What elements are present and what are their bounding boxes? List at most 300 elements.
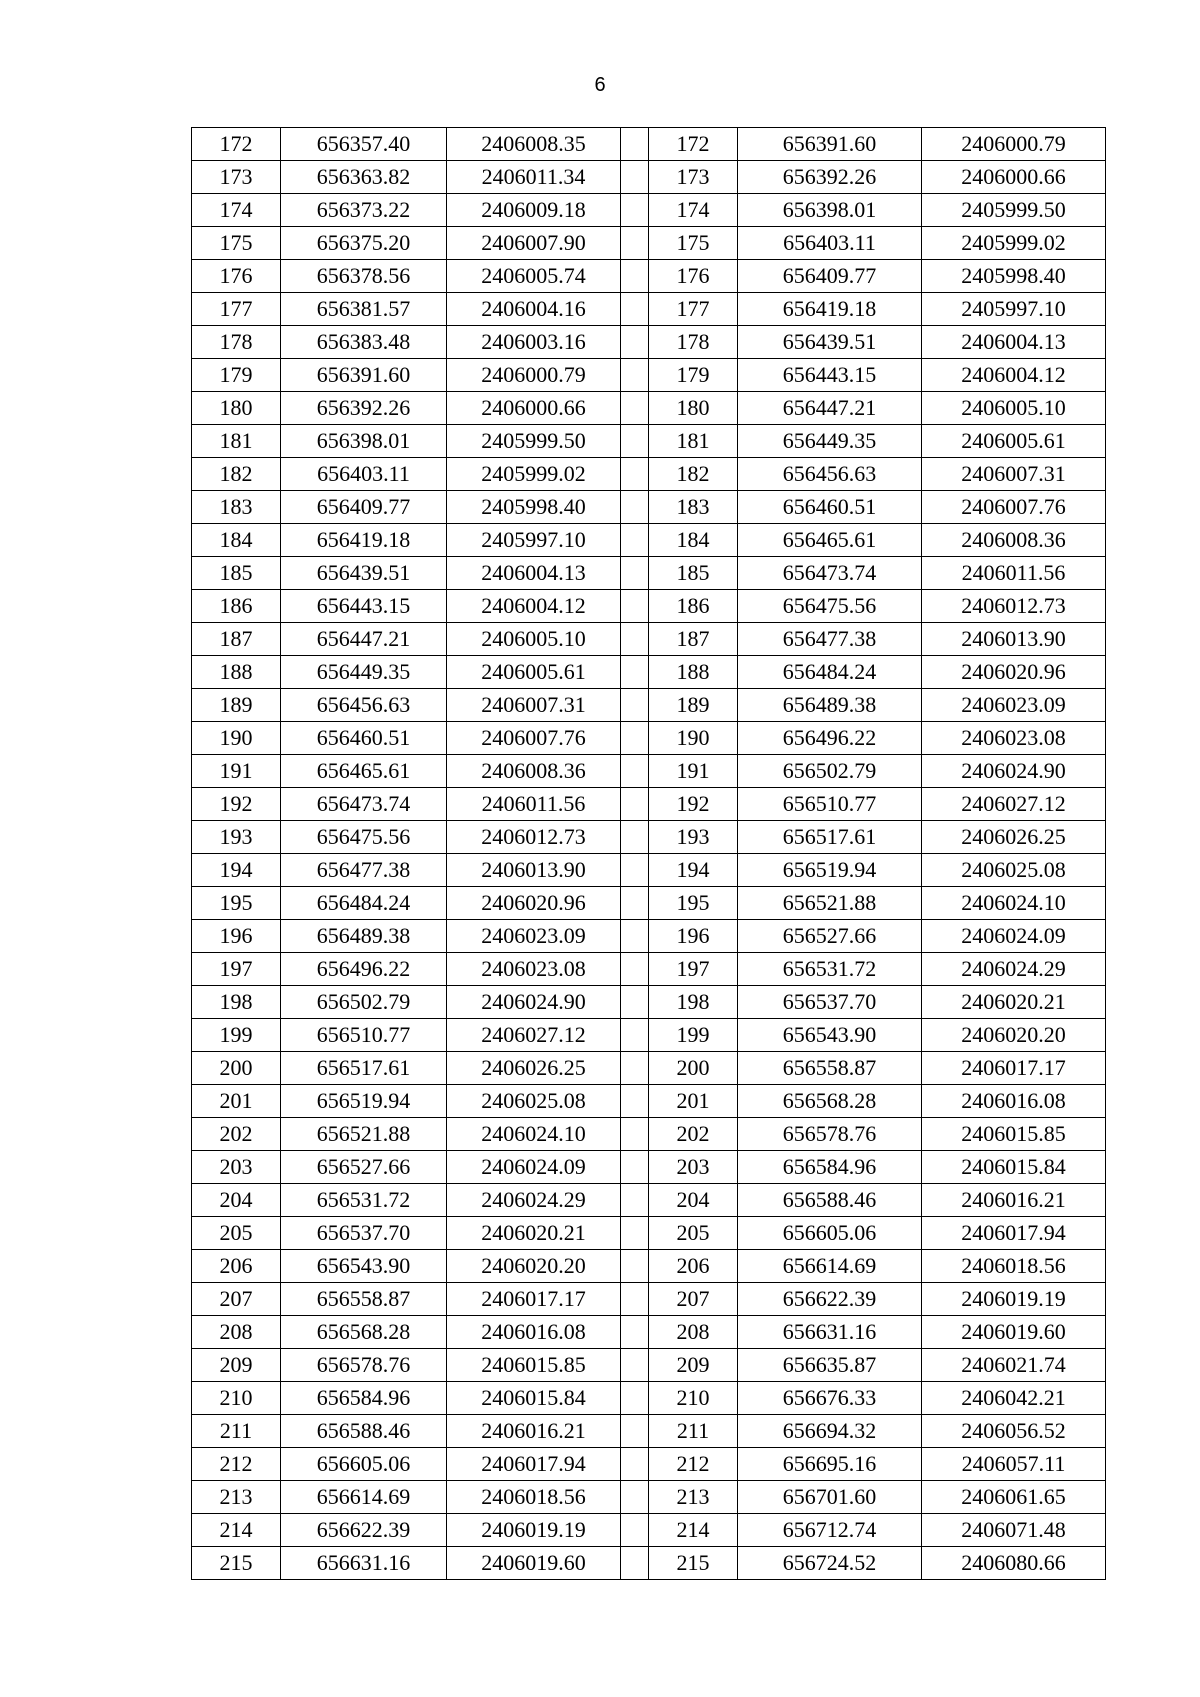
table-row	[192, 1316, 1106, 1349]
left-x-coordinate: 656496.22	[281, 953, 447, 986]
left-y-coordinate: 2406023.09	[447, 920, 621, 953]
left-y-coordinate: 2406024.10	[447, 1118, 621, 1151]
left-x-coordinate: 656477.38	[281, 854, 447, 887]
separator-cell	[621, 128, 649, 161]
right-point-number: 215	[649, 1547, 738, 1580]
right-y-coordinate: 2406024.90	[922, 755, 1106, 788]
right-point-number: 182	[649, 458, 738, 491]
right-y-coordinate: 2406000.66	[922, 161, 1106, 194]
right-point-number: 188	[649, 656, 738, 689]
right-point-number: 207	[649, 1283, 738, 1316]
left-x-coordinate: 656502.79	[281, 986, 447, 1019]
right-y-coordinate: 2406071.48	[922, 1514, 1106, 1547]
left-point-number: 212	[192, 1448, 281, 1481]
left-x-coordinate: 656614.69	[281, 1481, 447, 1514]
right-y-coordinate: 2406007.31	[922, 458, 1106, 491]
table-row	[192, 590, 1106, 623]
right-point-number: 209	[649, 1349, 738, 1382]
left-x-coordinate: 656357.40	[281, 128, 447, 161]
left-x-coordinate: 656568.28	[281, 1316, 447, 1349]
right-x-coordinate: 656460.51	[738, 491, 922, 524]
left-point-number: 210	[192, 1382, 281, 1415]
left-x-coordinate: 656543.90	[281, 1250, 447, 1283]
table-row	[192, 1481, 1106, 1514]
left-point-number: 186	[192, 590, 281, 623]
right-x-coordinate: 656701.60	[738, 1481, 922, 1514]
separator-cell	[621, 1283, 649, 1316]
left-point-number: 185	[192, 557, 281, 590]
left-y-coordinate: 2406025.08	[447, 1085, 621, 1118]
left-x-coordinate: 656392.26	[281, 392, 447, 425]
separator-cell	[621, 755, 649, 788]
right-point-number: 198	[649, 986, 738, 1019]
right-point-number: 212	[649, 1448, 738, 1481]
right-point-number: 199	[649, 1019, 738, 1052]
table-row	[192, 1382, 1106, 1415]
right-x-coordinate: 656622.39	[738, 1283, 922, 1316]
right-y-coordinate: 2406061.65	[922, 1481, 1106, 1514]
right-y-coordinate: 2406012.73	[922, 590, 1106, 623]
left-point-number: 188	[192, 656, 281, 689]
right-y-coordinate: 2406015.84	[922, 1151, 1106, 1184]
separator-cell	[621, 590, 649, 623]
separator-cell	[621, 458, 649, 491]
left-x-coordinate: 656531.72	[281, 1184, 447, 1217]
table-row	[192, 1151, 1106, 1184]
separator-cell	[621, 887, 649, 920]
left-y-coordinate: 2406019.60	[447, 1547, 621, 1580]
right-x-coordinate: 656456.63	[738, 458, 922, 491]
right-x-coordinate: 656443.15	[738, 359, 922, 392]
left-point-number: 193	[192, 821, 281, 854]
left-x-coordinate: 656517.61	[281, 1052, 447, 1085]
right-point-number: 186	[649, 590, 738, 623]
left-y-coordinate: 2406024.29	[447, 1184, 621, 1217]
right-y-coordinate: 2406024.29	[922, 953, 1106, 986]
left-y-coordinate: 2406005.61	[447, 656, 621, 689]
left-y-coordinate: 2406008.36	[447, 755, 621, 788]
table-row	[192, 359, 1106, 392]
right-point-number: 181	[649, 425, 738, 458]
right-y-coordinate: 2406018.56	[922, 1250, 1106, 1283]
right-x-coordinate: 656449.35	[738, 425, 922, 458]
right-y-coordinate: 2406042.21	[922, 1382, 1106, 1415]
left-point-number: 197	[192, 953, 281, 986]
right-point-number: 176	[649, 260, 738, 293]
table-row	[192, 1415, 1106, 1448]
right-y-coordinate: 2406000.79	[922, 128, 1106, 161]
separator-cell	[621, 953, 649, 986]
left-point-number: 177	[192, 293, 281, 326]
left-y-coordinate: 2405999.50	[447, 425, 621, 458]
left-x-coordinate: 656391.60	[281, 359, 447, 392]
left-y-coordinate: 2405999.02	[447, 458, 621, 491]
left-point-number: 176	[192, 260, 281, 293]
right-point-number: 201	[649, 1085, 738, 1118]
right-x-coordinate: 656484.24	[738, 656, 922, 689]
left-point-number: 183	[192, 491, 281, 524]
right-point-number: 197	[649, 953, 738, 986]
left-x-coordinate: 656403.11	[281, 458, 447, 491]
left-point-number: 172	[192, 128, 281, 161]
left-x-coordinate: 656398.01	[281, 425, 447, 458]
table-row	[192, 1184, 1106, 1217]
right-y-coordinate: 2405997.10	[922, 293, 1106, 326]
right-x-coordinate: 656724.52	[738, 1547, 922, 1580]
separator-cell	[621, 854, 649, 887]
left-y-coordinate: 2406004.12	[447, 590, 621, 623]
right-point-number: 208	[649, 1316, 738, 1349]
separator-cell	[621, 623, 649, 656]
right-y-coordinate: 2406019.19	[922, 1283, 1106, 1316]
left-point-number: 190	[192, 722, 281, 755]
right-x-coordinate: 656473.74	[738, 557, 922, 590]
left-point-number: 173	[192, 161, 281, 194]
left-x-coordinate: 656449.35	[281, 656, 447, 689]
left-y-coordinate: 2406016.21	[447, 1415, 621, 1448]
left-point-number: 180	[192, 392, 281, 425]
separator-cell	[621, 359, 649, 392]
left-point-number: 211	[192, 1415, 281, 1448]
right-x-coordinate: 656635.87	[738, 1349, 922, 1382]
right-x-coordinate: 656419.18	[738, 293, 922, 326]
separator-cell	[621, 260, 649, 293]
right-y-coordinate: 2406021.74	[922, 1349, 1106, 1382]
right-y-coordinate: 2405998.40	[922, 260, 1106, 293]
separator-cell	[621, 392, 649, 425]
right-x-coordinate: 656517.61	[738, 821, 922, 854]
right-x-coordinate: 656502.79	[738, 755, 922, 788]
right-y-coordinate: 2406020.20	[922, 1019, 1106, 1052]
right-y-coordinate: 2406057.11	[922, 1448, 1106, 1481]
left-point-number: 201	[192, 1085, 281, 1118]
separator-cell	[621, 1118, 649, 1151]
left-x-coordinate: 656419.18	[281, 524, 447, 557]
left-point-number: 208	[192, 1316, 281, 1349]
table-row	[192, 128, 1106, 161]
table-row	[192, 326, 1106, 359]
separator-cell	[621, 1184, 649, 1217]
coordinates-table	[191, 127, 1106, 1580]
right-x-coordinate: 656519.94	[738, 854, 922, 887]
right-y-coordinate: 2406020.96	[922, 656, 1106, 689]
left-y-coordinate: 2406027.12	[447, 1019, 621, 1052]
left-point-number: 181	[192, 425, 281, 458]
table-row	[192, 1283, 1106, 1316]
left-y-coordinate: 2406018.56	[447, 1481, 621, 1514]
left-x-coordinate: 656383.48	[281, 326, 447, 359]
separator-cell	[621, 293, 649, 326]
left-x-coordinate: 656584.96	[281, 1382, 447, 1415]
right-point-number: 206	[649, 1250, 738, 1283]
separator-cell	[621, 425, 649, 458]
left-x-coordinate: 656631.16	[281, 1547, 447, 1580]
separator-cell	[621, 1052, 649, 1085]
right-x-coordinate: 656694.32	[738, 1415, 922, 1448]
right-y-coordinate: 2406019.60	[922, 1316, 1106, 1349]
right-point-number: 189	[649, 689, 738, 722]
separator-cell	[621, 1481, 649, 1514]
table-row	[192, 1250, 1106, 1283]
left-x-coordinate: 656605.06	[281, 1448, 447, 1481]
left-x-coordinate: 656527.66	[281, 1151, 447, 1184]
separator-cell	[621, 1448, 649, 1481]
left-point-number: 184	[192, 524, 281, 557]
right-y-coordinate: 2406017.17	[922, 1052, 1106, 1085]
left-x-coordinate: 656489.38	[281, 920, 447, 953]
left-x-coordinate: 656375.20	[281, 227, 447, 260]
left-x-coordinate: 656578.76	[281, 1349, 447, 1382]
separator-cell	[621, 656, 649, 689]
separator-cell	[621, 1250, 649, 1283]
left-point-number: 195	[192, 887, 281, 920]
right-x-coordinate: 656568.28	[738, 1085, 922, 1118]
table-row	[192, 953, 1106, 986]
right-point-number: 173	[649, 161, 738, 194]
right-y-coordinate: 2406023.08	[922, 722, 1106, 755]
table-row	[192, 920, 1106, 953]
separator-cell	[621, 557, 649, 590]
left-x-coordinate: 656409.77	[281, 491, 447, 524]
separator-cell	[621, 194, 649, 227]
separator-cell	[621, 821, 649, 854]
right-y-coordinate: 2406027.12	[922, 788, 1106, 821]
right-x-coordinate: 656614.69	[738, 1250, 922, 1283]
table-row	[192, 293, 1106, 326]
separator-cell	[621, 1217, 649, 1250]
right-point-number: 178	[649, 326, 738, 359]
right-y-coordinate: 2406005.10	[922, 392, 1106, 425]
right-point-number: 180	[649, 392, 738, 425]
right-point-number: 177	[649, 293, 738, 326]
left-point-number: 215	[192, 1547, 281, 1580]
separator-cell	[621, 161, 649, 194]
separator-cell	[621, 1514, 649, 1547]
right-x-coordinate: 656403.11	[738, 227, 922, 260]
table-row	[192, 194, 1106, 227]
left-x-coordinate: 656521.88	[281, 1118, 447, 1151]
right-x-coordinate: 656475.56	[738, 590, 922, 623]
table-row	[192, 1547, 1106, 1580]
right-x-coordinate: 656465.61	[738, 524, 922, 557]
right-point-number: 190	[649, 722, 738, 755]
left-x-coordinate: 656558.87	[281, 1283, 447, 1316]
right-point-number: 211	[649, 1415, 738, 1448]
left-point-number: 214	[192, 1514, 281, 1547]
left-y-coordinate: 2406024.90	[447, 986, 621, 1019]
right-y-coordinate: 2406015.85	[922, 1118, 1106, 1151]
table-row	[192, 425, 1106, 458]
left-y-coordinate: 2406013.90	[447, 854, 621, 887]
right-y-coordinate: 2406025.08	[922, 854, 1106, 887]
separator-cell	[621, 1019, 649, 1052]
left-point-number: 175	[192, 227, 281, 260]
left-x-coordinate: 656460.51	[281, 722, 447, 755]
left-y-coordinate: 2406007.31	[447, 689, 621, 722]
left-point-number: 205	[192, 1217, 281, 1250]
separator-cell	[621, 1547, 649, 1580]
left-x-coordinate: 656537.70	[281, 1217, 447, 1250]
right-x-coordinate: 656531.72	[738, 953, 922, 986]
separator-cell	[621, 1085, 649, 1118]
right-x-coordinate: 656584.96	[738, 1151, 922, 1184]
right-x-coordinate: 656398.01	[738, 194, 922, 227]
right-point-number: 204	[649, 1184, 738, 1217]
left-x-coordinate: 656378.56	[281, 260, 447, 293]
separator-cell	[621, 689, 649, 722]
left-x-coordinate: 656484.24	[281, 887, 447, 920]
right-y-coordinate: 2406024.09	[922, 920, 1106, 953]
left-y-coordinate: 2406019.19	[447, 1514, 621, 1547]
right-y-coordinate: 2406016.08	[922, 1085, 1106, 1118]
right-y-coordinate: 2406004.13	[922, 326, 1106, 359]
right-point-number: 196	[649, 920, 738, 953]
right-x-coordinate: 656392.26	[738, 161, 922, 194]
table-row	[192, 986, 1106, 1019]
left-x-coordinate: 656381.57	[281, 293, 447, 326]
separator-cell	[621, 1151, 649, 1184]
right-y-coordinate: 2406026.25	[922, 821, 1106, 854]
right-x-coordinate: 656527.66	[738, 920, 922, 953]
right-y-coordinate: 2406024.10	[922, 887, 1106, 920]
right-x-coordinate: 656537.70	[738, 986, 922, 1019]
table-row	[192, 161, 1106, 194]
table-row	[192, 788, 1106, 821]
left-point-number: 204	[192, 1184, 281, 1217]
right-point-number: 184	[649, 524, 738, 557]
left-point-number: 206	[192, 1250, 281, 1283]
right-y-coordinate: 2406011.56	[922, 557, 1106, 590]
left-y-coordinate: 2406003.16	[447, 326, 621, 359]
left-y-coordinate: 2406007.76	[447, 722, 621, 755]
right-y-coordinate: 2406056.52	[922, 1415, 1106, 1448]
right-point-number: 214	[649, 1514, 738, 1547]
table-row	[192, 524, 1106, 557]
right-point-number: 179	[649, 359, 738, 392]
coordinates-table-body	[192, 128, 1106, 1580]
right-point-number: 193	[649, 821, 738, 854]
right-x-coordinate: 656489.38	[738, 689, 922, 722]
left-point-number: 179	[192, 359, 281, 392]
table-row	[192, 623, 1106, 656]
left-y-coordinate: 2406012.73	[447, 821, 621, 854]
right-y-coordinate: 2406080.66	[922, 1547, 1106, 1580]
right-point-number: 192	[649, 788, 738, 821]
right-x-coordinate: 656605.06	[738, 1217, 922, 1250]
right-x-coordinate: 656477.38	[738, 623, 922, 656]
table-row	[192, 491, 1106, 524]
left-y-coordinate: 2406023.08	[447, 953, 621, 986]
right-point-number: 202	[649, 1118, 738, 1151]
table-row	[192, 392, 1106, 425]
left-y-coordinate: 2406000.79	[447, 359, 621, 392]
left-point-number: 196	[192, 920, 281, 953]
left-point-number: 202	[192, 1118, 281, 1151]
right-point-number: 203	[649, 1151, 738, 1184]
left-y-coordinate: 2406000.66	[447, 392, 621, 425]
left-point-number: 194	[192, 854, 281, 887]
left-y-coordinate: 2406004.16	[447, 293, 621, 326]
separator-cell	[621, 1349, 649, 1382]
left-y-coordinate: 2406008.35	[447, 128, 621, 161]
left-y-coordinate: 2405997.10	[447, 524, 621, 557]
right-y-coordinate: 2405999.02	[922, 227, 1106, 260]
left-point-number: 198	[192, 986, 281, 1019]
right-point-number: 200	[649, 1052, 738, 1085]
right-x-coordinate: 656543.90	[738, 1019, 922, 1052]
separator-cell	[621, 722, 649, 755]
separator-cell	[621, 227, 649, 260]
right-x-coordinate: 656510.77	[738, 788, 922, 821]
table-row	[192, 1349, 1106, 1382]
table-row	[192, 887, 1106, 920]
right-point-number: 183	[649, 491, 738, 524]
separator-cell	[621, 326, 649, 359]
right-x-coordinate: 656588.46	[738, 1184, 922, 1217]
left-y-coordinate: 2406011.34	[447, 161, 621, 194]
left-y-coordinate: 2406026.25	[447, 1052, 621, 1085]
left-y-coordinate: 2405998.40	[447, 491, 621, 524]
right-point-number: 174	[649, 194, 738, 227]
left-x-coordinate: 656443.15	[281, 590, 447, 623]
left-point-number: 209	[192, 1349, 281, 1382]
right-x-coordinate: 656409.77	[738, 260, 922, 293]
left-y-coordinate: 2406009.18	[447, 194, 621, 227]
right-x-coordinate: 656578.76	[738, 1118, 922, 1151]
left-x-coordinate: 656373.22	[281, 194, 447, 227]
right-point-number: 213	[649, 1481, 738, 1514]
separator-cell	[621, 986, 649, 1019]
left-x-coordinate: 656519.94	[281, 1085, 447, 1118]
table-row	[192, 755, 1106, 788]
right-point-number: 191	[649, 755, 738, 788]
right-y-coordinate: 2406020.21	[922, 986, 1106, 1019]
left-y-coordinate: 2406015.85	[447, 1349, 621, 1382]
left-point-number: 192	[192, 788, 281, 821]
right-x-coordinate: 656676.33	[738, 1382, 922, 1415]
table-row	[192, 227, 1106, 260]
right-point-number: 175	[649, 227, 738, 260]
table-row	[192, 260, 1106, 293]
left-point-number: 207	[192, 1283, 281, 1316]
left-point-number: 174	[192, 194, 281, 227]
left-y-coordinate: 2406007.90	[447, 227, 621, 260]
left-x-coordinate: 656465.61	[281, 755, 447, 788]
left-x-coordinate: 656475.56	[281, 821, 447, 854]
table-row	[192, 1052, 1106, 1085]
left-y-coordinate: 2406017.94	[447, 1448, 621, 1481]
table-row	[192, 1514, 1106, 1547]
right-y-coordinate: 2406023.09	[922, 689, 1106, 722]
left-y-coordinate: 2406015.84	[447, 1382, 621, 1415]
right-y-coordinate: 2406017.94	[922, 1217, 1106, 1250]
left-x-coordinate: 656363.82	[281, 161, 447, 194]
separator-cell	[621, 1415, 649, 1448]
separator-cell	[621, 491, 649, 524]
table-row	[192, 821, 1106, 854]
left-x-coordinate: 656447.21	[281, 623, 447, 656]
right-point-number: 195	[649, 887, 738, 920]
left-x-coordinate: 656622.39	[281, 1514, 447, 1547]
left-y-coordinate: 2406016.08	[447, 1316, 621, 1349]
right-x-coordinate: 656496.22	[738, 722, 922, 755]
table-row	[192, 722, 1106, 755]
right-point-number: 185	[649, 557, 738, 590]
separator-cell	[621, 1316, 649, 1349]
right-y-coordinate: 2406016.21	[922, 1184, 1106, 1217]
left-point-number: 200	[192, 1052, 281, 1085]
right-point-number: 172	[649, 128, 738, 161]
